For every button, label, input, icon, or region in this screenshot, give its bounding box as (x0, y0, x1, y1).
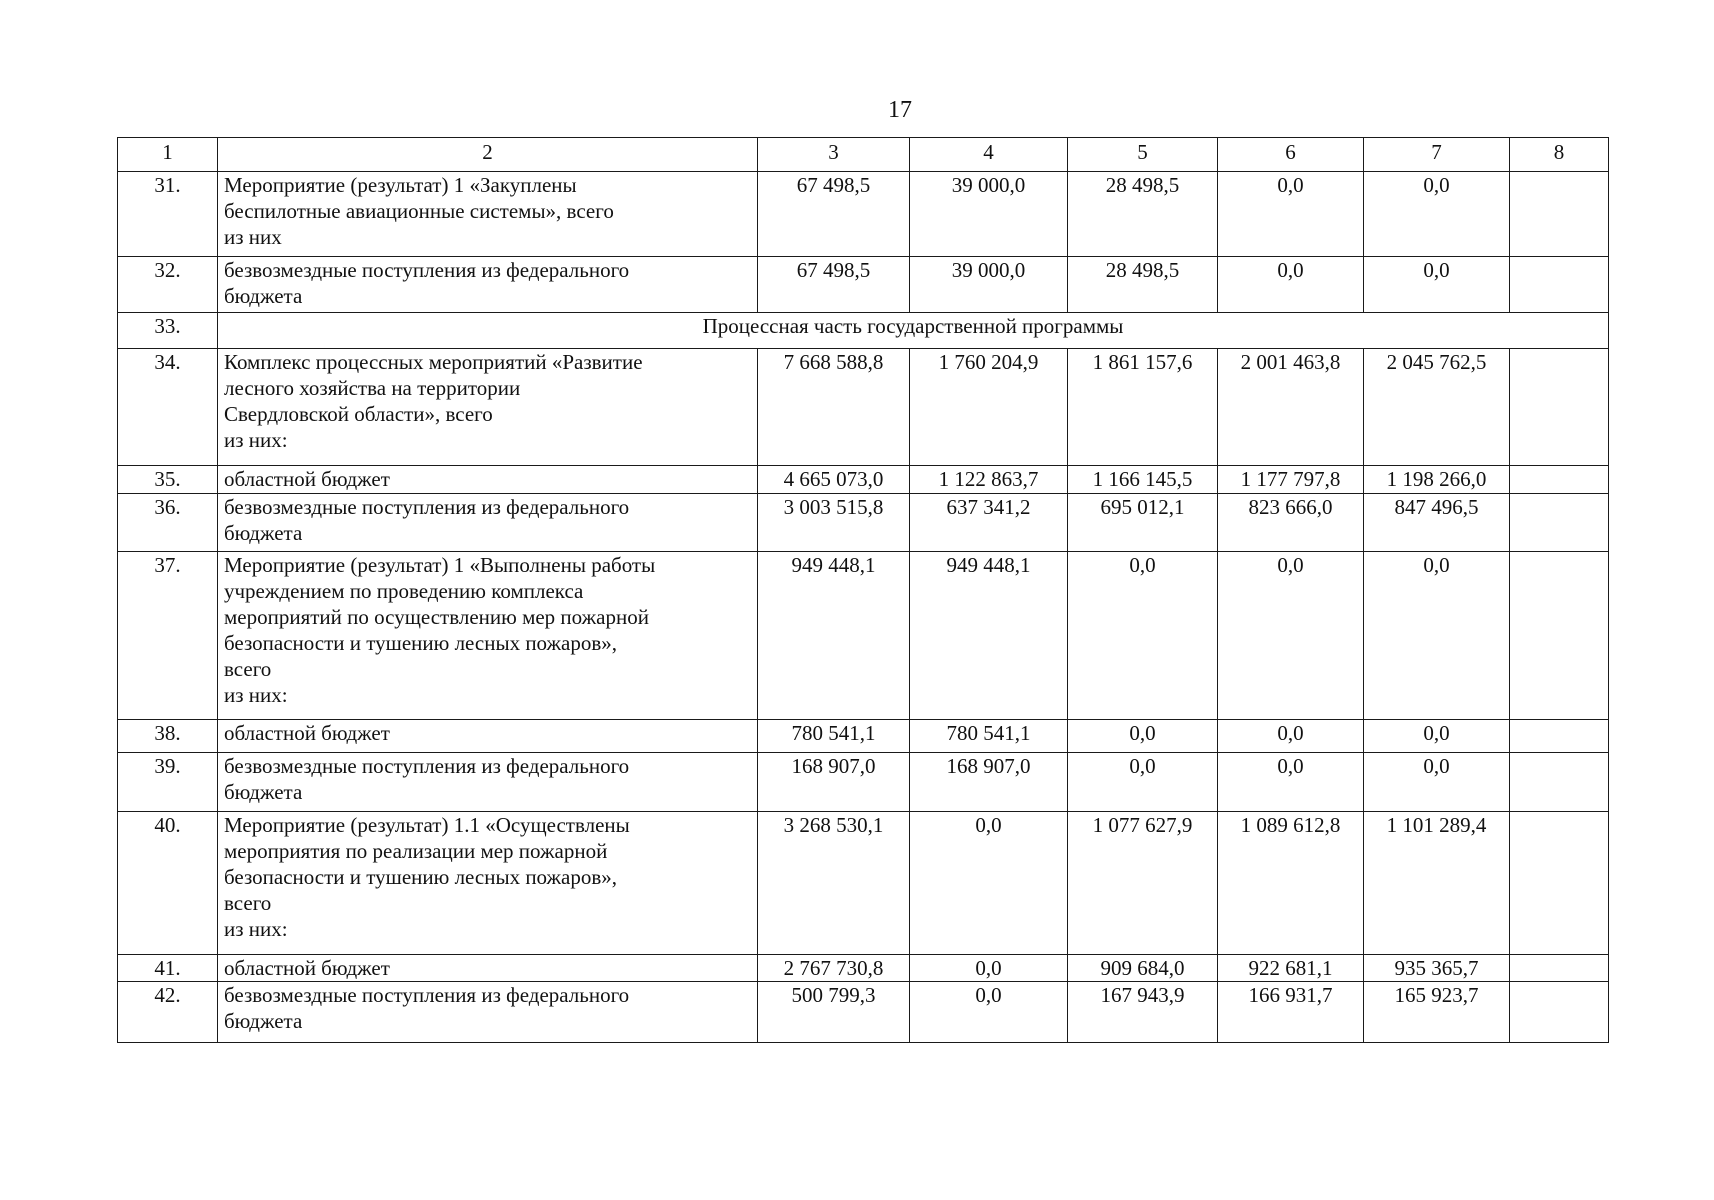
value-col-4: 949 448,1 (910, 552, 1068, 720)
value-col-8 (1510, 349, 1609, 466)
row-description: безвозмездные поступления из федерального бюджета (218, 494, 758, 552)
value-col-8 (1510, 982, 1609, 1043)
value-col-6: 0,0 (1218, 753, 1364, 812)
value-col-5: 1 166 145,5 (1068, 466, 1218, 494)
row-number: 36. (118, 494, 218, 552)
row-description: безвозмездные поступления из федерального бюджета (218, 257, 758, 313)
value-col-6: 0,0 (1218, 172, 1364, 257)
value-col-8 (1510, 720, 1609, 753)
value-col-6: 2 001 463,8 (1218, 349, 1364, 466)
value-col-7: 0,0 (1364, 720, 1510, 753)
value-col-7: 165 923,7 (1364, 982, 1510, 1043)
row-description: безвозмездные поступления из федерального бюджета (218, 982, 758, 1043)
value-col-3: 4 665 073,0 (758, 466, 910, 494)
value-col-5: 0,0 (1068, 720, 1218, 753)
value-col-7: 0,0 (1364, 753, 1510, 812)
value-col-3: 500 799,3 (758, 982, 910, 1043)
value-col-4: 1 122 863,7 (910, 466, 1068, 494)
value-col-3: 3 003 515,8 (758, 494, 910, 552)
row-number: 34. (118, 349, 218, 466)
row-number: 32. (118, 257, 218, 313)
value-col-7: 935 365,7 (1364, 955, 1510, 982)
row-description: Комплекс процессных мероприятий «Развитие лесного хозяйства на территории Свердловской области», всего из них: (218, 349, 758, 466)
value-col-4: 0,0 (910, 812, 1068, 955)
table-row (118, 552, 1609, 720)
table-row (118, 720, 1609, 753)
page-number: 17 (888, 97, 912, 123)
value-col-6: 922 681,1 (1218, 955, 1364, 982)
row-description: областной бюджет (218, 720, 758, 753)
table-row (118, 982, 1609, 1043)
row-number: 42. (118, 982, 218, 1043)
budget-table (117, 137, 1609, 1043)
column-header: 6 (1218, 138, 1364, 172)
value-col-6: 166 931,7 (1218, 982, 1364, 1043)
value-col-5: 0,0 (1068, 552, 1218, 720)
value-col-7: 2 045 762,5 (1364, 349, 1510, 466)
column-header: 2 (218, 138, 758, 172)
value-col-5: 695 012,1 (1068, 494, 1218, 552)
value-col-8 (1510, 955, 1609, 982)
value-col-5: 1 861 157,6 (1068, 349, 1218, 466)
value-col-8 (1510, 172, 1609, 257)
row-number: 35. (118, 466, 218, 494)
row-number: 33. (118, 313, 218, 349)
column-header: 3 (758, 138, 910, 172)
value-col-3: 67 498,5 (758, 257, 910, 313)
value-col-8 (1510, 812, 1609, 955)
column-header: 4 (910, 138, 1068, 172)
value-col-3: 168 907,0 (758, 753, 910, 812)
value-col-8 (1510, 753, 1609, 812)
section-row (118, 313, 1609, 349)
table-row (118, 349, 1609, 466)
value-col-4: 1 760 204,9 (910, 349, 1068, 466)
value-col-5: 1 077 627,9 (1068, 812, 1218, 955)
table-row (118, 494, 1609, 552)
value-col-8 (1510, 552, 1609, 720)
section-title: Процессная часть государственной программы (218, 313, 1609, 349)
value-col-7: 0,0 (1364, 172, 1510, 257)
table-row (118, 812, 1609, 955)
table-row (118, 955, 1609, 982)
value-col-8 (1510, 494, 1609, 552)
value-col-8 (1510, 466, 1609, 494)
value-col-4: 0,0 (910, 955, 1068, 982)
row-number: 31. (118, 172, 218, 257)
column-header: 8 (1510, 138, 1609, 172)
value-col-4: 39 000,0 (910, 172, 1068, 257)
column-header: 7 (1364, 138, 1510, 172)
value-col-5: 167 943,9 (1068, 982, 1218, 1043)
value-col-6: 1 089 612,8 (1218, 812, 1364, 955)
value-col-6: 0,0 (1218, 257, 1364, 313)
row-description: областной бюджет (218, 466, 758, 494)
value-col-6: 0,0 (1218, 552, 1364, 720)
row-description: Мероприятие (результат) 1 «Закуплены беспилотные авиационные системы», всего из них (218, 172, 758, 257)
column-header: 5 (1068, 138, 1218, 172)
value-col-8 (1510, 257, 1609, 313)
row-description: областной бюджет (218, 955, 758, 982)
value-col-3: 7 668 588,8 (758, 349, 910, 466)
value-col-3: 780 541,1 (758, 720, 910, 753)
row-description: Мероприятие (результат) 1.1 «Осуществлены мероприятия по реализации мер пожарной безопасности и тушению лесных пожаров», всего из них: (218, 812, 758, 955)
value-col-4: 168 907,0 (910, 753, 1068, 812)
table-row (118, 466, 1609, 494)
value-col-7: 1 198 266,0 (1364, 466, 1510, 494)
row-number: 39. (118, 753, 218, 812)
value-col-3: 949 448,1 (758, 552, 910, 720)
value-col-5: 909 684,0 (1068, 955, 1218, 982)
value-col-3: 3 268 530,1 (758, 812, 910, 955)
value-col-4: 0,0 (910, 982, 1068, 1043)
row-description: Мероприятие (результат) 1 «Выполнены работы учреждением по проведению комплекса мероприятий по осуществлению мер пожарной безопасности и тушению лесных пожаров», всего из них: (218, 552, 758, 720)
value-col-7: 0,0 (1364, 552, 1510, 720)
row-description: безвозмездные поступления из федерального бюджета (218, 753, 758, 812)
table-row (118, 172, 1609, 257)
row-number: 38. (118, 720, 218, 753)
value-col-3: 2 767 730,8 (758, 955, 910, 982)
value-col-5: 28 498,5 (1068, 257, 1218, 313)
value-col-4: 39 000,0 (910, 257, 1068, 313)
value-col-7: 1 101 289,4 (1364, 812, 1510, 955)
value-col-7: 847 496,5 (1364, 494, 1510, 552)
value-col-4: 637 341,2 (910, 494, 1068, 552)
column-header: 1 (118, 138, 218, 172)
row-number: 41. (118, 955, 218, 982)
table-row (118, 753, 1609, 812)
value-col-4: 780 541,1 (910, 720, 1068, 753)
value-col-5: 0,0 (1068, 753, 1218, 812)
value-col-5: 28 498,5 (1068, 172, 1218, 257)
row-number: 37. (118, 552, 218, 720)
value-col-3: 67 498,5 (758, 172, 910, 257)
value-col-6: 823 666,0 (1218, 494, 1364, 552)
value-col-7: 0,0 (1364, 257, 1510, 313)
value-col-6: 1 177 797,8 (1218, 466, 1364, 494)
value-col-6: 0,0 (1218, 720, 1364, 753)
table-header-row (118, 138, 1609, 172)
table-row (118, 257, 1609, 313)
row-number: 40. (118, 812, 218, 955)
